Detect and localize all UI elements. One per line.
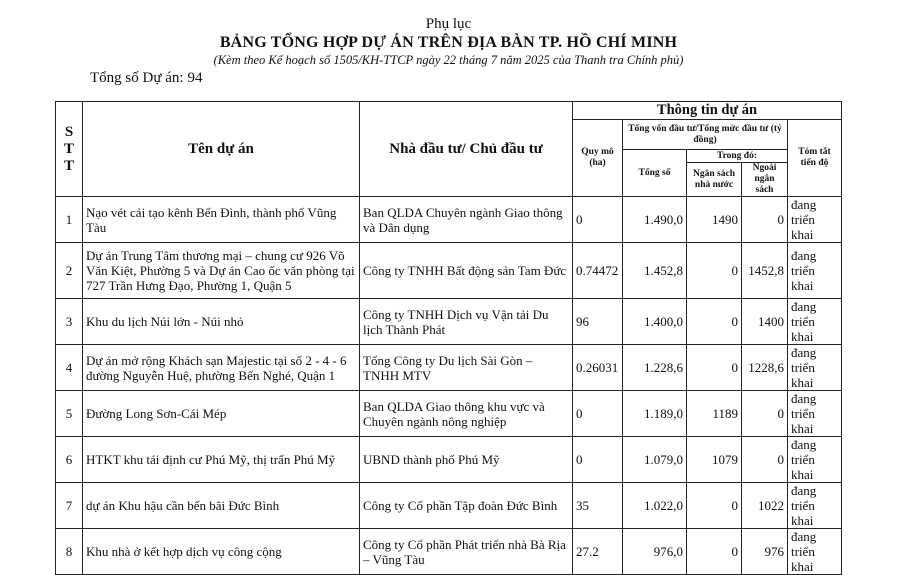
row-state-budget: 0	[687, 483, 742, 529]
row-nonstate-budget: 1022	[742, 483, 788, 529]
row-status: đang triển khai	[788, 243, 842, 299]
row-scale: 0.74472	[573, 243, 623, 299]
row-total-capital: 1.452,8	[623, 243, 687, 299]
col-header-stt: STT	[56, 102, 83, 197]
col-group-capital: Tổng vốn đầu tư/Tổng mức đầu tư (tỷ đồng)	[623, 120, 788, 150]
col-header-total: Tổng số	[623, 150, 687, 197]
row-stt: 6	[56, 437, 83, 483]
row-state-budget: 1490	[687, 197, 742, 243]
row-investor: Công ty TNHH Bất động sản Tam Đức	[360, 243, 573, 299]
row-status: đang triển khai	[788, 529, 842, 575]
table-row	[56, 437, 842, 483]
row-status: đang triển khai	[788, 483, 842, 529]
row-project-name: Khu du lịch Núi lớn - Núi nhỏ	[83, 299, 360, 345]
col-header-investor: Nhà đầu tư/ Chủ đầu tư	[360, 102, 573, 197]
row-status: đang triển khai	[788, 345, 842, 391]
row-state-budget: 1189	[687, 391, 742, 437]
row-total-capital: 1.400,0	[623, 299, 687, 345]
row-investor: Công ty Cổ phần Phát triển nhà Bà Rịa – Vũng Tàu	[360, 529, 573, 575]
table-row	[56, 345, 842, 391]
row-investor: Ban QLDA Chuyên ngành Giao thông và Dân dụng	[360, 197, 573, 243]
row-total-capital: 1.022,0	[623, 483, 687, 529]
row-stt: 8	[56, 529, 83, 575]
row-stt: 1	[56, 197, 83, 243]
row-status: đang triển khai	[788, 391, 842, 437]
table-row	[56, 391, 842, 437]
row-project-name: Dự án Trung Tâm thương mại – chung cư 926 Võ Văn Kiệt, Phường 5 và Dự án Cao ốc văn phòng tại 727 Trần Hưng Đạo, Phường 1, Quận 5	[83, 243, 360, 299]
row-stt: 5	[56, 391, 83, 437]
row-state-budget: 0	[687, 299, 742, 345]
row-investor: Tổng Công ty Du lịch Sài Gòn – TNHH MTV	[360, 345, 573, 391]
row-project-name: Dự án mở rộng Khách sạn Majestic tại số 2 - 4 - 6 đường Nguyễn Huệ, phường Bến Nghé, Quận 1	[83, 345, 360, 391]
row-scale: 96	[573, 299, 623, 345]
row-nonstate-budget: 0	[742, 391, 788, 437]
row-state-budget: 1079	[687, 437, 742, 483]
row-state-budget: 0	[687, 529, 742, 575]
row-state-budget: 0	[687, 243, 742, 299]
col-header-name: Tên dự án	[83, 102, 360, 197]
col-header-state-budget: Ngân sách nhà nước	[687, 163, 742, 197]
row-project-name: Đường Long Sơn-Cái Mép	[83, 391, 360, 437]
row-total-capital: 1.228,6	[623, 345, 687, 391]
projects-table	[55, 101, 842, 575]
appendix-label: Phụ lục	[425, 16, 472, 32]
row-stt: 4	[56, 345, 83, 391]
total-projects	[86, 70, 203, 87]
row-investor: Công ty Cổ phần Tập đoàn Đức Bình	[360, 483, 573, 529]
row-status: đang triển khai	[788, 197, 842, 243]
row-nonstate-budget: 1452,8	[742, 243, 788, 299]
row-project-name: dự án Khu hậu cần bến bãi Đức Bình	[83, 483, 360, 529]
total-value: 94	[187, 70, 203, 86]
table-row	[56, 299, 842, 345]
row-project-name: Nạo vét cải tạo kênh Bến Đình, thành phố Vũng Tàu	[83, 197, 360, 243]
row-total-capital: 1.189,0	[623, 391, 687, 437]
table-row	[56, 483, 842, 529]
col-header-scale: Quy mô (ha)	[573, 120, 623, 197]
row-status: đang triển khai	[788, 437, 842, 483]
row-stt: 2	[56, 243, 83, 299]
row-project-name: HTKT khu tái định cư Phú Mỹ, thị trấn Phú Mỹ	[83, 437, 360, 483]
row-scale: 0	[573, 437, 623, 483]
col-header-within: Trong đó:	[687, 150, 788, 163]
row-nonstate-budget: 1400	[742, 299, 788, 345]
document-title: BẢNG TỔNG HỢP DỰ ÁN TRÊN ĐỊA BÀN TP. HỒ CHÍ MINH	[219, 34, 678, 51]
row-total-capital: 1.079,0	[623, 437, 687, 483]
row-total-capital: 1.490,0	[623, 197, 687, 243]
row-nonstate-budget: 0	[742, 437, 788, 483]
col-group-info: Thông tin dự án	[573, 102, 842, 120]
row-investor: UBND thành phố Phú Mỹ	[360, 437, 573, 483]
row-status: đang triển khai	[788, 299, 842, 345]
row-nonstate-budget: 976	[742, 529, 788, 575]
row-investor: Công ty TNHH Dịch vụ Vận tải Du lịch Thành Phát	[360, 299, 573, 345]
row-project-name: Khu nhà ở kết hợp dịch vụ công cộng	[83, 529, 360, 575]
table-row	[56, 529, 842, 575]
row-stt: 7	[56, 483, 83, 529]
col-header-nonstate-budget: Ngoài ngân sách	[742, 163, 788, 197]
document-subtitle: (Kèm theo Kế hoạch số 1505/KH-TTCP ngày 22 tháng 7 năm 2025 của Thanh tra Chính phủ)	[213, 53, 684, 67]
row-scale: 35	[573, 483, 623, 529]
row-state-budget: 0	[687, 345, 742, 391]
row-investor: Ban QLDA Giao thông khu vực và Chuyên ngành nông nghiệp	[360, 391, 573, 437]
row-nonstate-budget: 0	[742, 197, 788, 243]
row-nonstate-budget: 1228,6	[742, 345, 788, 391]
row-scale: 0	[573, 197, 623, 243]
total-label: Tổng số Dự án:	[90, 70, 184, 86]
table-row	[56, 243, 842, 299]
table-row	[56, 197, 842, 243]
row-total-capital: 976,0	[623, 529, 687, 575]
row-scale: 0	[573, 391, 623, 437]
col-header-status: Tóm tắt tiến độ	[788, 120, 842, 197]
row-stt: 3	[56, 299, 83, 345]
row-scale: 27.2	[573, 529, 623, 575]
row-scale: 0.26031	[573, 345, 623, 391]
